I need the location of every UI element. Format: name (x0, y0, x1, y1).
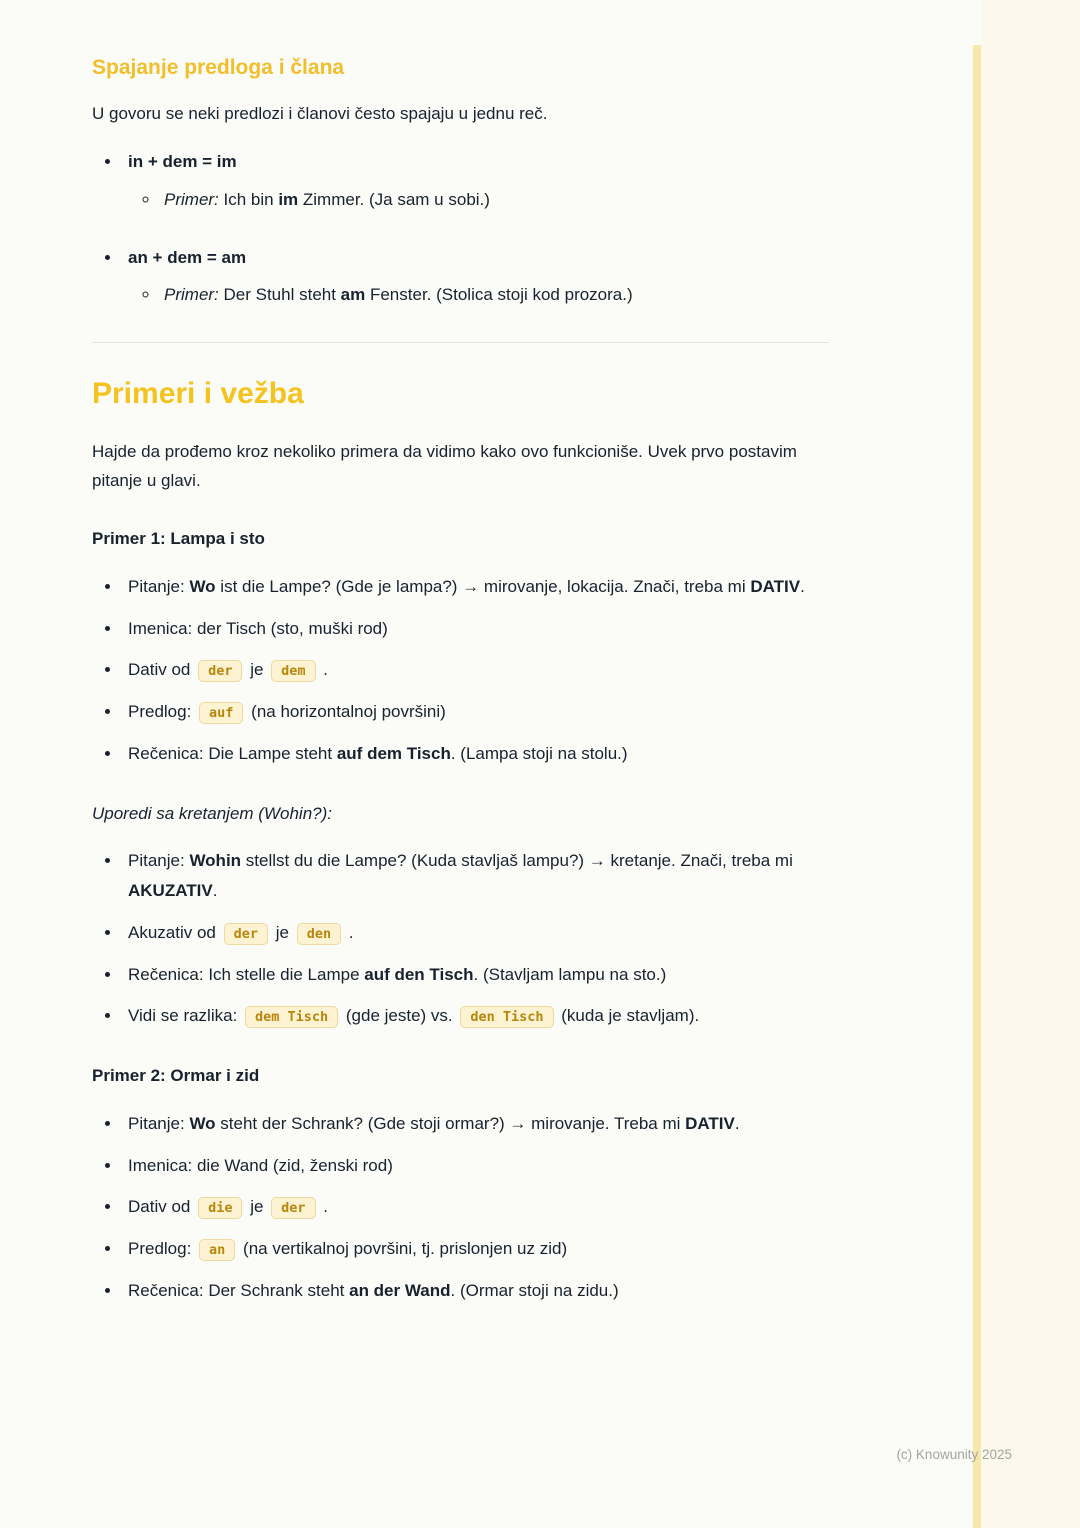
section-heading-primeri: Primeri i vežba (92, 377, 304, 411)
list-item: • Dativ od die je der . (122, 1192, 829, 1222)
merge-rules-list (92, 147, 829, 310)
rule-text: an + dem = am (128, 247, 247, 267)
section-divider (92, 342, 829, 343)
list-item: • Predlog: auf (na horizontalnoj površini) (122, 697, 829, 727)
document-content (92, 44, 829, 1336)
rule-text: in + dem = im (128, 152, 237, 172)
list-item: • Vidi se razlika: dem Tisch (gde jeste) vs. den Tisch (kuda je stavljam). (122, 1001, 829, 1031)
list-item: • Pitanje: Wo ist die Lampe? (Gde je lampa?) → mirovanje, lokacija. Znači, treba mi DATIV. (122, 572, 829, 602)
merge-intro-paragraph: U govoru se neki predlozi i članovi često spajaju u jednu reč. (92, 104, 548, 124)
rule-example-sublist (128, 280, 829, 310)
list-item: • Pitanje: Wo steht der Schrank? (Gde stoji ormar?) → mirovanje. Treba mi DATIV. (122, 1109, 829, 1139)
page-right-margin (981, 0, 1080, 1528)
list-item: • Imenica: der Tisch (sto, muški rod) (122, 614, 829, 644)
copyright-footer: (c) Knowunity 2025 (896, 1447, 1012, 1462)
example2-list (92, 1109, 829, 1306)
list-item: • Pitanje: Wohin stellst du die Lampe? (Kuda stavljaš lampu?) → kretanje. Znači, treba mi AKUZATIV. (122, 846, 829, 906)
list-item: • Rečenica: Der Schrank steht an der Wand. (Ormar stoji na zidu.) (122, 1276, 829, 1306)
list-item-rule-an-dem (122, 243, 829, 311)
list-item: • Rečenica: Die Lampe steht auf dem Tisch. (Lampa stoji na stolu.) (122, 739, 829, 769)
compare-note: Uporedi sa kretanjem (Wohin?): (92, 803, 332, 823)
rule-example-sublist (128, 185, 829, 215)
list-item-example: ◦ Primer: Der Stuhl steht am Fenster. (Stolica stoji kod prozora.) (160, 280, 829, 310)
list-item: • Predlog: an (na vertikalnoj površini, tj. prislonjen uz zid) (122, 1234, 829, 1264)
accent-vertical-stripe (973, 45, 981, 1528)
list-item: • Rečenica: Ich stelle die Lampe auf den Tisch. (Stavljam lampu na sto.) (122, 960, 829, 990)
list-item-rule-in-dem (122, 147, 829, 215)
example2-title: Primer 2: Ormar i zid (92, 1066, 260, 1086)
list-item-example: ◦ Primer: Ich bin im Zimmer. (Ja sam u sobi.) (160, 185, 829, 215)
example1-movement-list (92, 846, 829, 1031)
example1-list (92, 572, 829, 769)
example1-title: Primer 1: Lampa i sto (92, 529, 265, 549)
list-item: • Akuzativ od der je den . (122, 918, 829, 948)
list-item: • Dativ od der je dem . (122, 655, 829, 685)
practice-intro-paragraph: Hajde da prođemo kroz nekoliko primera da vidimo kako ovo funkcioniše. Uvek prvo postavim pitanje u glavi. (92, 441, 797, 491)
list-item: • Imenica: die Wand (zid, ženski rod) (122, 1151, 829, 1181)
section-heading-spajanje: Spajanje predloga i člana (92, 56, 345, 79)
